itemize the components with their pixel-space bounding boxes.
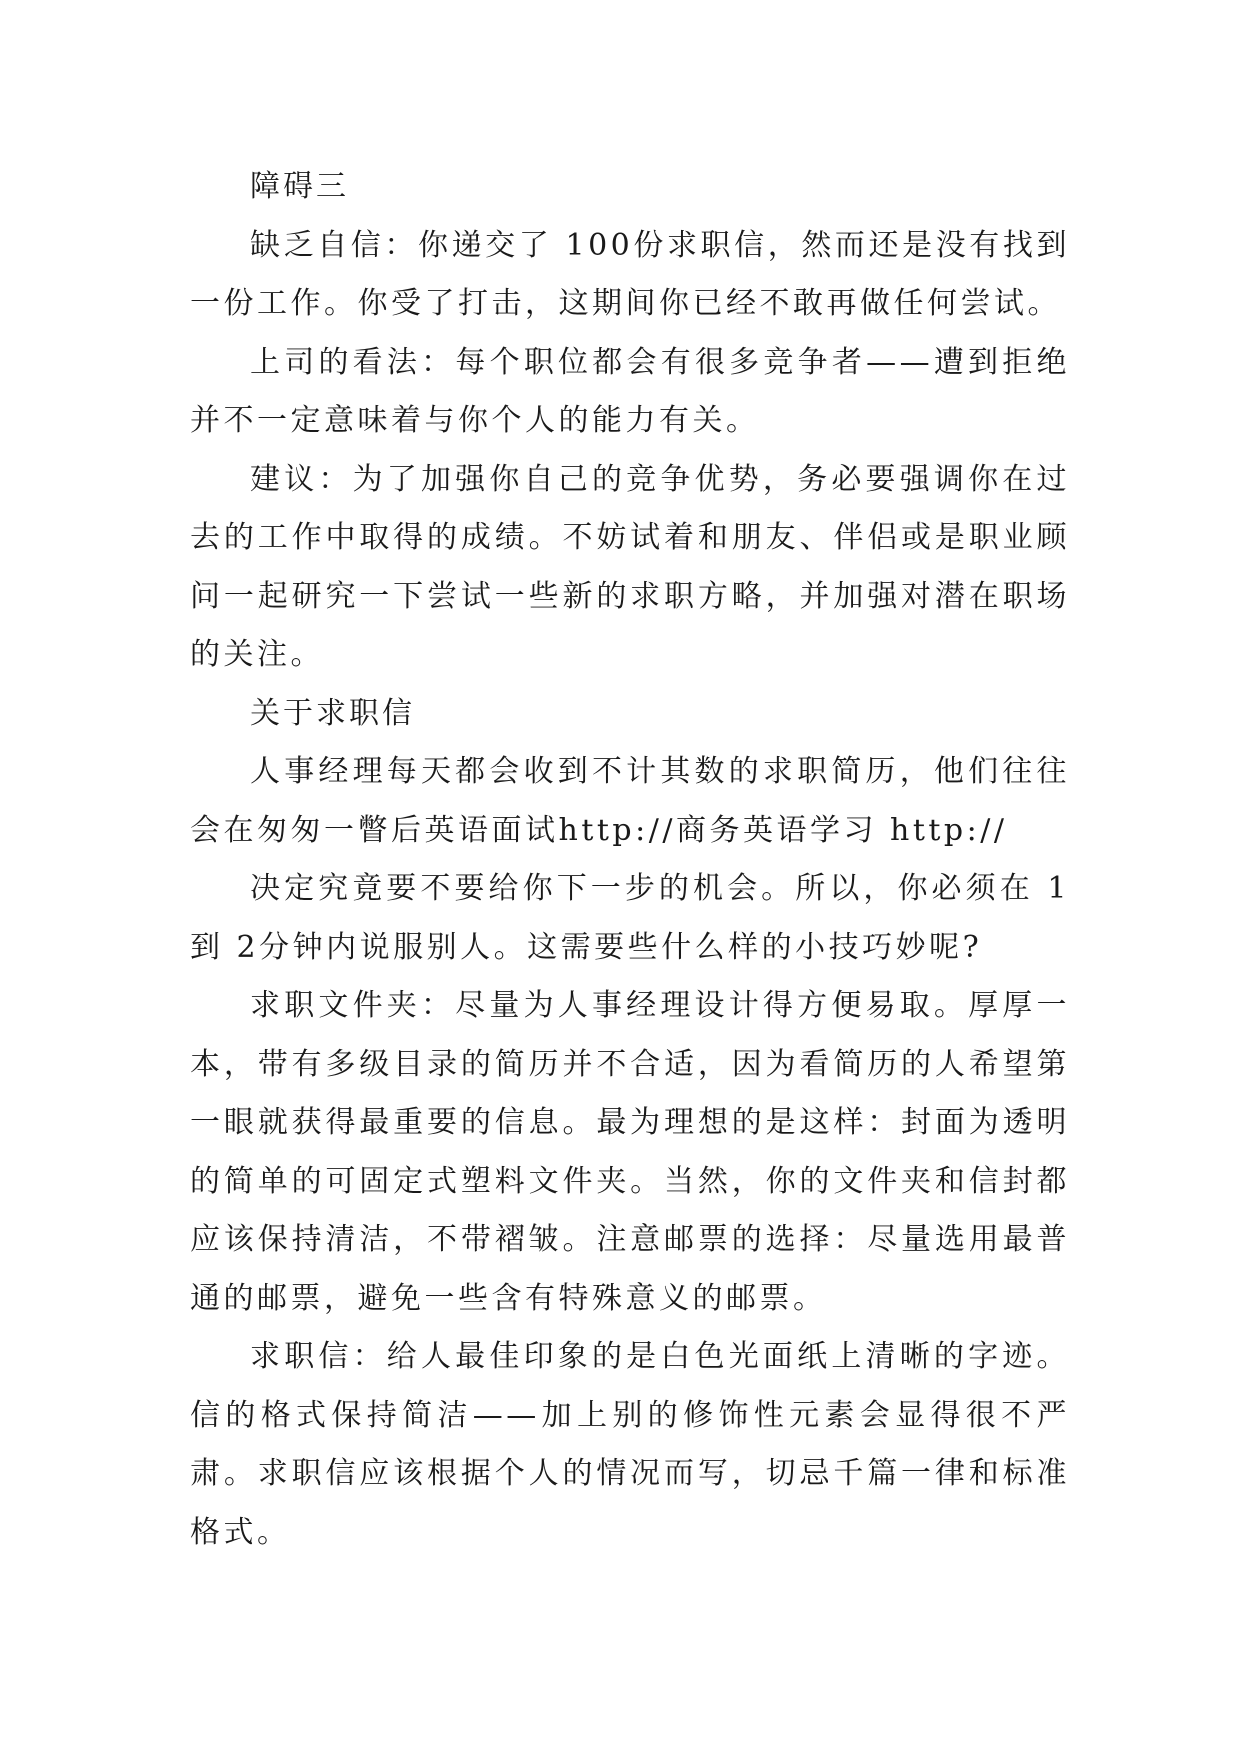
- section-heading-obstacle-three: 障碍三: [250, 169, 349, 204]
- paragraph-lack-of-confidence: 缺乏自信：你递交了 100份求职信，然而还是没有找到一份工作。你受了打击，这期间你已经不敢再做任何尝试。: [190, 227, 1070, 321]
- paragraph-advice: 建议：为了加强你自己的竞争优势，务必要强调你在过去的工作中取得的成绩。不妨试着和朋友、伴侣或是职业顾问一起研究一下尝试一些新的求职方略，并加强对潜在职场的关注。: [190, 461, 1070, 672]
- section-heading-about-cover-letter: 关于求职信: [250, 695, 415, 731]
- paragraph-hr-manager: 人事经理每天都会收到不计其数的求职简历，他们往往会在匆匆一瞥后英语面试http://商务英语学习 http://: [190, 754, 1070, 848]
- paragraph-cover-letter: 求职信：给人最佳印象的是白色光面纸上清晰的字迹。信的格式保持简洁——加上别的修饰性元素会显得很不严肃。求职信应该根据个人的情况而写，切忌千篇一律和标准格式。: [190, 1339, 1070, 1550]
- paragraph-boss-view: 上司的看法：每个职位都会有很多竞争者——遭到拒绝并不一定意味着与你个人的能力有关。: [190, 344, 1070, 438]
- paragraph-application-folder: 求职文件夹：尽量为人事经理设计得方便易取。厚厚一本，带有多级目录的简历并不合适，因为看简历的人希望第一眼就获得最重要的信息。最为理想的是这样：封面为透明的简单的可固定式塑料文件夹。当然，你的文件夹和信封都应该保持清洁，不带褶皱。注意邮票的选择：尽量选用最普通的邮票，避免一些含有特殊意义的邮票。: [190, 988, 1070, 1316]
- paragraph-decision: 决定究竟要不要给你下一步的机会。所以，你必须在 1到 2分钟内说服别人。这需要些什么样的小技巧妙呢?: [190, 871, 1070, 965]
- document-body: [190, 158, 1070, 1562]
